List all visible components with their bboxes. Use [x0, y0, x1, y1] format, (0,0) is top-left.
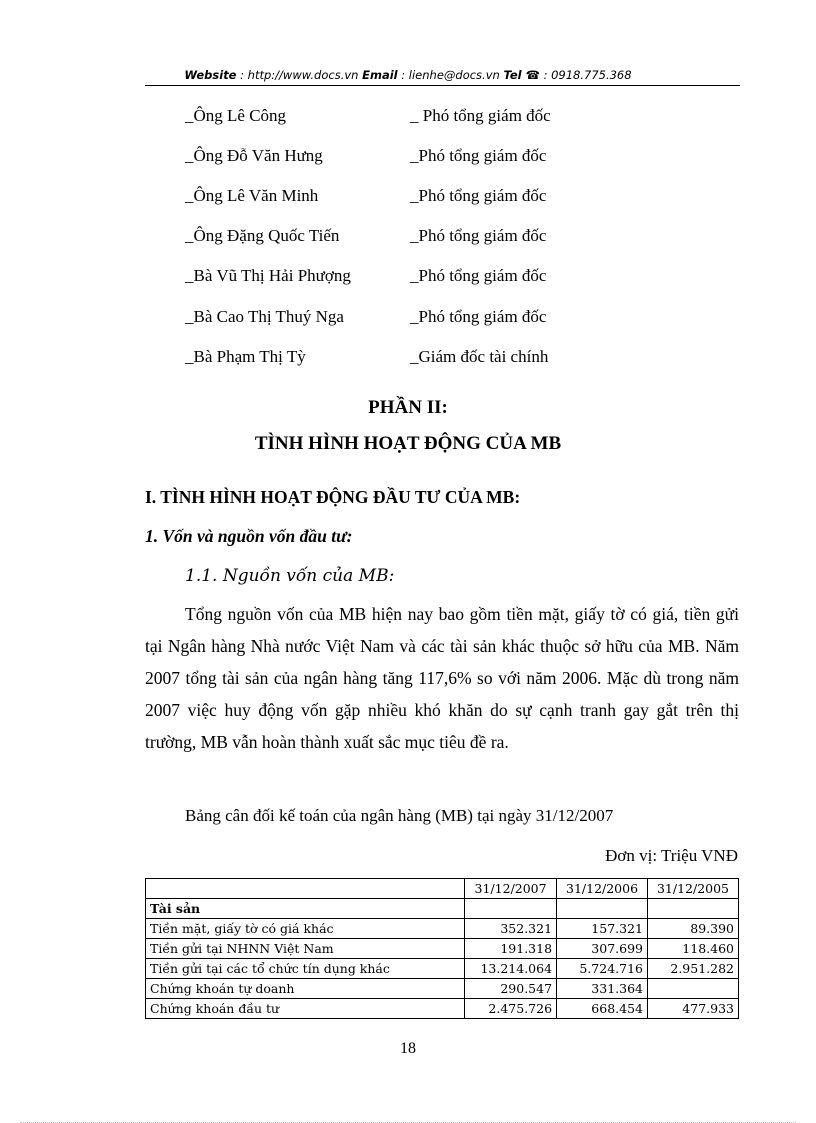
row-label: Chứng khoán đầu tư: [146, 999, 465, 1019]
tel-label: Tel ☎: [503, 68, 540, 82]
table-row: [146, 959, 739, 979]
balance-sheet-table: [145, 878, 739, 1019]
value-2006: 5.724.716: [557, 959, 648, 979]
value-2007: 352.321: [465, 919, 557, 939]
value-2005: [648, 979, 739, 999]
group-label: Tài sản: [146, 899, 465, 919]
staff-row: [0, 106, 816, 130]
staff-name: _Bà Cao Thị Thuý Nga: [185, 307, 344, 326]
staff-role: _Phó tổng giám đốc: [410, 307, 547, 326]
row-label: Tiền gửi tại NHNN Việt Nam: [146, 939, 465, 959]
table-row: [146, 999, 739, 1019]
value-2007: 2.475.726: [465, 999, 557, 1019]
part-subtitle: TÌNH HÌNH HOẠT ĐỘNG CỦA MB: [254, 433, 562, 454]
staff-name: _Bà Phạm Thị Tỳ: [185, 347, 306, 366]
table-group-row: [146, 899, 739, 919]
section-heading: I. TÌNH HÌNH HOẠT ĐỘNG ĐẦU TƯ CỦA MB:: [145, 487, 521, 507]
staff-role: _Phó tổng giám đốc: [410, 266, 547, 285]
header-cell: 31/12/2006: [557, 879, 648, 899]
staff-name: _Bà Vũ Thị Hải Phượng: [185, 266, 351, 285]
staff-row: [0, 307, 816, 331]
value-2005: 118.460: [648, 939, 739, 959]
value-2006: 331.364: [557, 979, 648, 999]
staff-role: _Phó tổng giám đốc: [410, 226, 547, 245]
value-2007: 191.318: [465, 939, 557, 959]
staff-role: _Phó tổng giám đốc: [410, 146, 547, 165]
row-label: Tiền gửi tại các tổ chức tín dụng khác: [146, 959, 465, 979]
value-2006: 307.699: [557, 939, 648, 959]
sub-subsection-heading: 1.1. Nguồn vốn của MB:: [185, 566, 395, 586]
email-label: Email: [362, 68, 398, 82]
value-2005: 89.390: [648, 919, 739, 939]
page-number: 18: [400, 1040, 416, 1057]
staff-name: _Ông Lê Công: [185, 106, 287, 125]
table-header-row: [146, 879, 739, 899]
staff-role: _Phó tổng giám đốc: [410, 186, 547, 205]
row-label: Chứng khoán tự doanh: [146, 979, 465, 999]
header-cell: [146, 879, 465, 899]
table-row: [146, 919, 739, 939]
tel-number: : 0918.775.368: [543, 68, 632, 82]
staff-role: _ Phó tổng giám đốc: [410, 106, 551, 125]
email-address: : lienhe@docs.vn: [401, 68, 500, 82]
staff-role: _Giám đốc tài chính: [410, 347, 549, 366]
staff-name: _Ông Đỗ Văn Hưng: [185, 146, 323, 165]
value-2005: 2.951.282: [648, 959, 739, 979]
value-2007: 13.214.064: [465, 959, 557, 979]
table-row: [146, 939, 739, 959]
header-cell: 31/12/2005: [648, 879, 739, 899]
staff-name: _Ông Đặng Quốc Tiến: [185, 226, 340, 245]
body-paragraph: Tổng nguồn vốn của MB hiện nay bao gồm tiền mặt, giấy tờ có giá, tiền gửi tại Ngân hàng Nhà nước Việt Nam và các tài sản khác thuộc sở hữu của MB. Năm 2007 tổng tài sản của ngân hàng tăng 117,6% so với năm 2006. Mặc dù trong năm 2007 việc huy động vốn gặp nhiều khó khăn do sự cạnh tranh gay gắt trên thị trường, MB vẫn hoàn thành xuất sắc mục tiêu đề ra.: [145, 604, 739, 752]
table-row: [146, 979, 739, 999]
value-2005: 477.933: [648, 999, 739, 1019]
value-2006: 157.321: [557, 919, 648, 939]
part-title: PHẦN II:: [368, 397, 448, 418]
table-caption: Bảng cân đối kế toán của ngân hàng (MB) tại ngày 31/12/2007: [185, 806, 614, 825]
value-2007: 290.547: [465, 979, 557, 999]
staff-row: [0, 347, 816, 371]
staff-row: [0, 186, 816, 210]
unit-label: Đơn vị: Triệu VNĐ: [605, 846, 738, 865]
header-divider: [145, 85, 740, 86]
subsection-heading: 1. Vốn và nguồn vốn đầu tư:: [145, 526, 353, 546]
page-header: [0, 68, 816, 82]
website-label: Website: [184, 68, 237, 82]
header-cell: 31/12/2007: [465, 879, 557, 899]
staff-row: [0, 266, 816, 290]
website-url: : http://www.docs.vn: [240, 68, 359, 82]
row-label: Tiền mặt, giấy tờ có giá khác: [146, 919, 465, 939]
value-2006: 668.454: [557, 999, 648, 1019]
staff-name: _Ông Lê Văn Minh: [185, 186, 319, 205]
staff-row: [0, 146, 816, 170]
staff-row: [0, 226, 816, 250]
